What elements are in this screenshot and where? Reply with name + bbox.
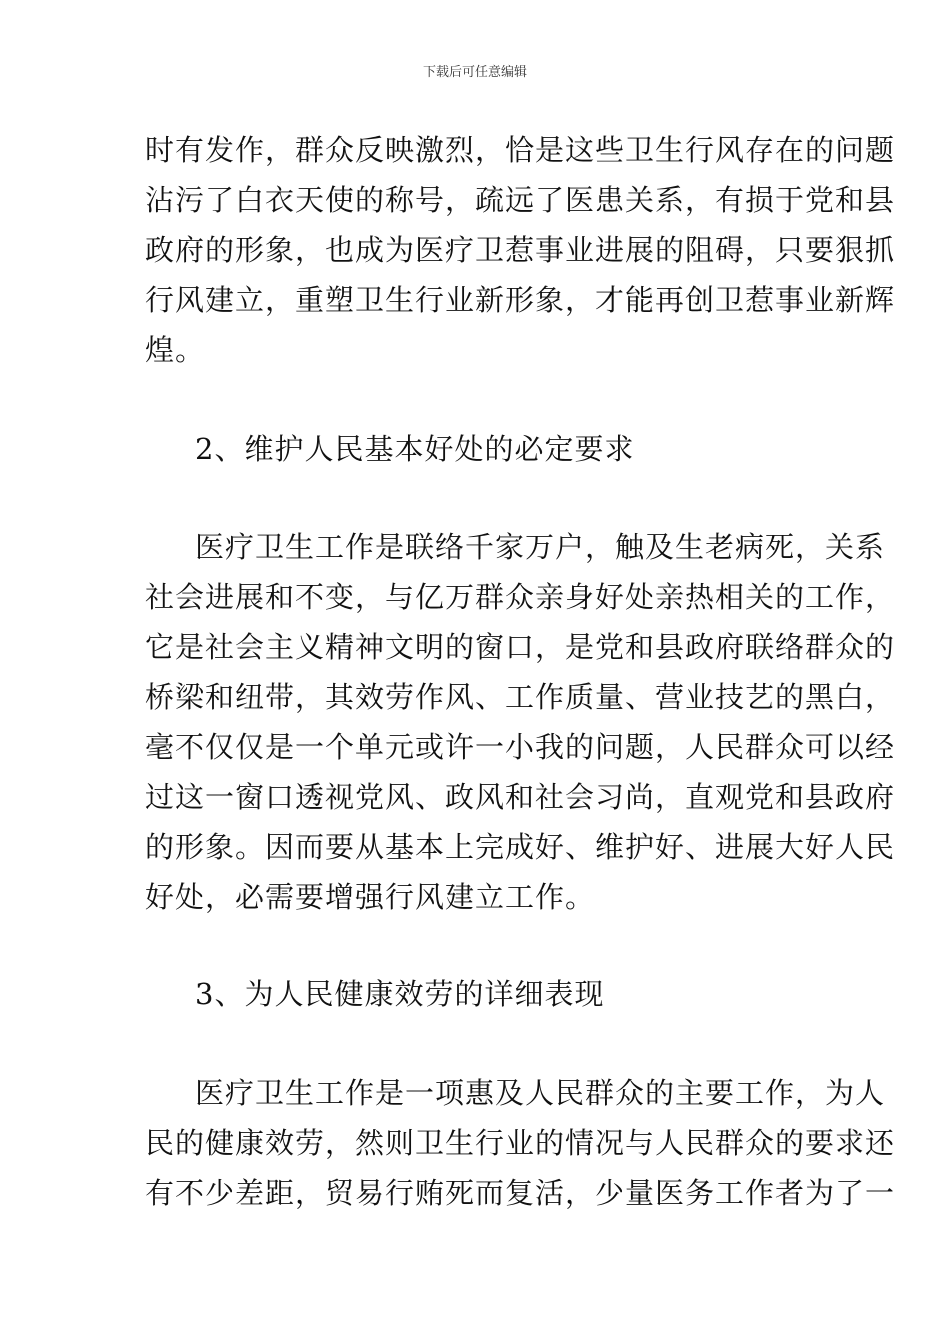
body-line: 它是社会主义精神文明的窗口，是党和县政府联络群众的 bbox=[145, 630, 896, 664]
body-line: 民的健康效劳，然则卫生行业的情况与人民群众的要求还 bbox=[145, 1126, 896, 1160]
body-line: 政府的形象，也成为医疗卫惹事业进展的阻碍，只要狠抓 bbox=[145, 233, 896, 267]
body-line: 煌。 bbox=[145, 333, 206, 367]
body-line: 毫不仅仅是一个单元或许一小我的问题，人民群众可以经 bbox=[145, 730, 896, 764]
body-line: 好处，必需要增强行风建立工作。 bbox=[145, 880, 596, 914]
body-line: 有不少差距，贸易行贿死而复活，少量医务工作者为了一 bbox=[145, 1176, 896, 1210]
body-line: 行风建立，重塑卫生行业新形象，才能再创卫惹事业新辉 bbox=[145, 283, 896, 317]
body-line: 桥梁和纽带，其效劳作风、工作质量、营业技艺的黑白， bbox=[145, 680, 896, 714]
body-line: 时有发作，群众反映激烈，恰是这些卫生行风存在的问题 bbox=[145, 133, 896, 167]
section-heading: 2、维护人民基本好处的必定要求 bbox=[195, 432, 635, 466]
section-heading: 3、为人民健康效劳的详细表现 bbox=[195, 977, 605, 1011]
body-line: 的形象。因而要从基本上完成好、维护好、进展大好人民 bbox=[145, 830, 896, 864]
body-line: 医疗卫生工作是一项惠及人民群众的主要工作，为人 bbox=[195, 1076, 886, 1110]
page-header: 下载后可任意编辑 bbox=[422, 65, 527, 80]
body-line: 沾污了白衣天使的称号，疏远了医患关系，有损于党和县 bbox=[145, 183, 896, 217]
body-line: 医疗卫生工作是联络千家万户，触及生老病死，关系 bbox=[195, 530, 886, 564]
body-line: 过这一窗口透视党风、政风和社会习尚，直观党和县政府 bbox=[145, 780, 896, 814]
body-line: 社会进展和不变，与亿万群众亲身好处亲热相关的工作， bbox=[145, 580, 896, 614]
